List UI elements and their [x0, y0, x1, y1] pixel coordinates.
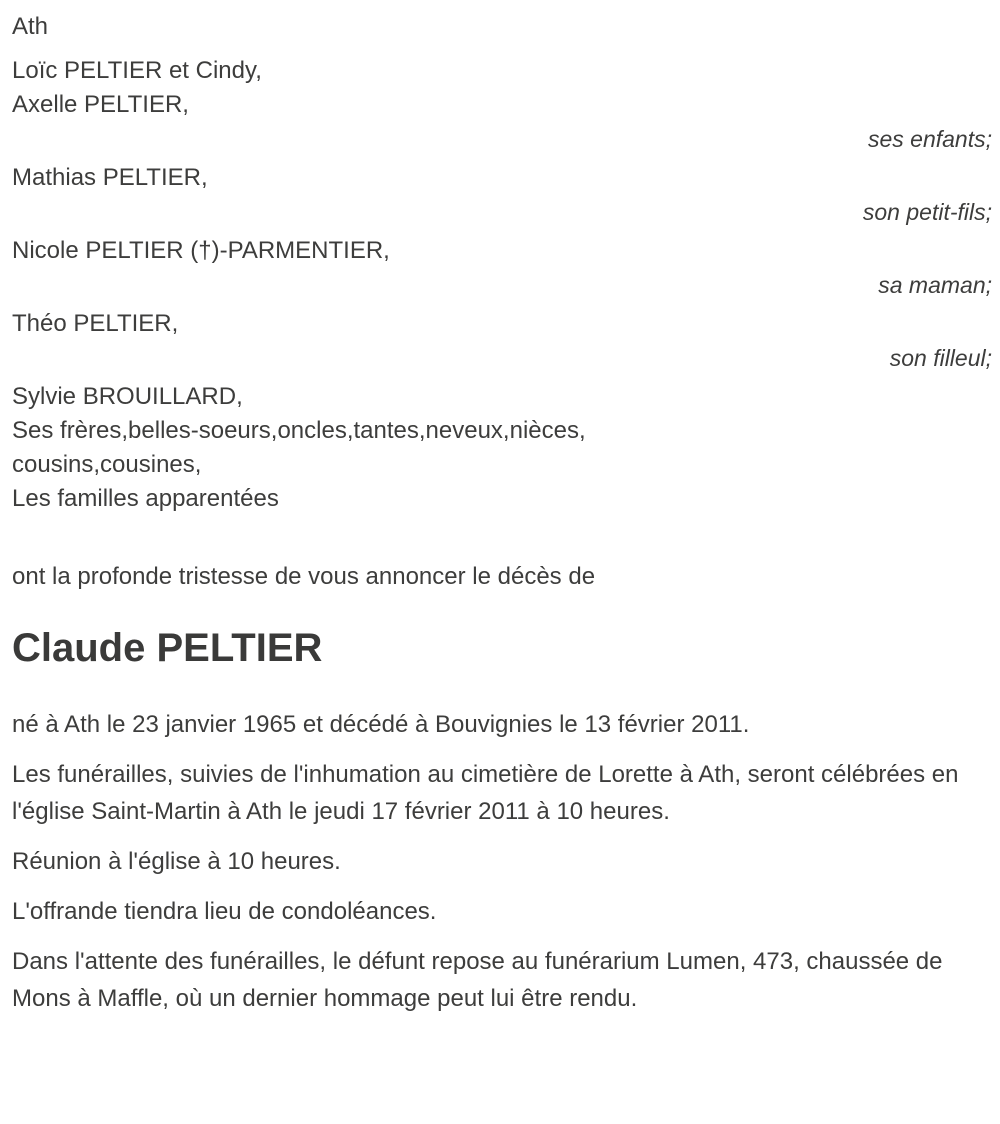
funeral-service-line: Les funérailles, suivies de l'inhumation au cimetière de Lorette à Ath, seront célébrées en l'église Saint-Martin à Ath le jeudi 17 février 2011 à 10 heures. [12, 761, 959, 825]
family-group-extended [12, 380, 992, 516]
family-name-line: Sylvie BROUILLARD, [12, 383, 243, 410]
relation-label: ses enfants; [867, 126, 992, 152]
family-group-children [12, 54, 992, 156]
condolences-line: L'offrande tiendra lieu de condoléances. [12, 898, 437, 925]
family-group-mother [12, 234, 992, 302]
city-label: Ath [12, 13, 49, 40]
family-name-line: Théo PELTIER, [12, 310, 179, 337]
family-name-line: cousins,cousines, [12, 451, 202, 478]
relation-label: sa maman; [878, 272, 992, 298]
announcement-line: ont la profonde tristesse de vous annoncer le décès de [12, 563, 596, 590]
deceased-name: Claude PELTIER [12, 626, 323, 670]
funeral-home-line: Dans l'attente des funérailles, le défunt repose au funérarium Lumen, 473, chaussée de Mons à Maffle, où un dernier hommage peut lui être rendu. [12, 948, 943, 1012]
family-name-line: Loïc PELTIER et Cindy, [12, 57, 262, 84]
relation-label: son filleul; [889, 345, 992, 371]
funeral-details [12, 706, 992, 1017]
family-name-line: Mathias PELTIER, [12, 164, 208, 191]
relation-label: son petit-fils; [862, 199, 992, 225]
family-name-line: Ses frères,belles-soeurs,oncles,tantes,neveux,nièces, [12, 417, 586, 444]
family-name-line: Les familles apparentées [12, 485, 279, 512]
family-name-line: Nicole PELTIER (†)-PARMENTIER, [12, 237, 390, 264]
family-group-godson [12, 307, 992, 375]
birth-death-line: né à Ath le 23 janvier 1965 et décédé à Bouvignies le 13 février 2011. [12, 711, 750, 738]
family-name-line: Axelle PELTIER, [12, 91, 189, 118]
gathering-line: Réunion à l'église à 10 heures. [12, 848, 341, 875]
family-group-grandson [12, 161, 992, 229]
